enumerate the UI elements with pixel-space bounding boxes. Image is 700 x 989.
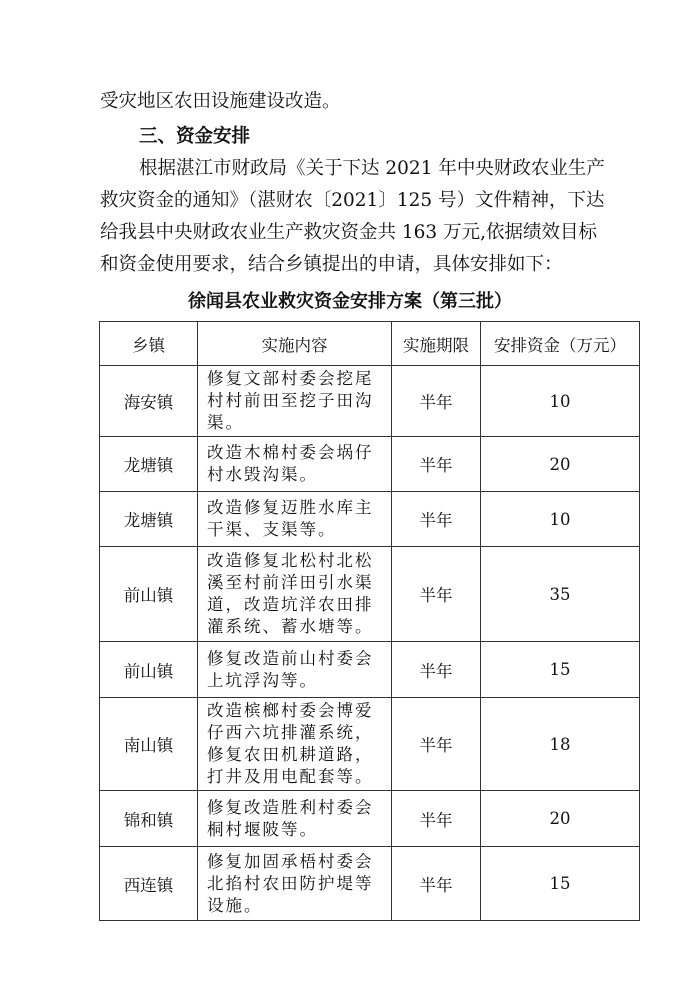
cell-amount: 15 <box>481 642 640 698</box>
header-town: 乡镇 <box>100 322 198 366</box>
cell-period: 半年 <box>392 698 481 791</box>
intro-line-2: 救灾资金的通知》（湛财农〔2021〕125 号）文件精神，下达 <box>100 190 605 211</box>
cell-period: 半年 <box>392 437 481 492</box>
cell-town: 龙塘镇 <box>100 492 198 547</box>
table-row <box>100 791 640 847</box>
header-amount: 安排资金（万元） <box>481 322 640 366</box>
cell-town: 前山镇 <box>100 642 198 698</box>
table-row <box>100 698 640 791</box>
cell-content: 修复改造胜利村委会桐村堰陂等。 <box>198 791 392 847</box>
cell-amount: 20 <box>481 437 640 492</box>
cell-content: 修复加固承梧村委会北掐村农田防护堤等设施。 <box>198 847 392 921</box>
cell-period: 半年 <box>392 547 481 642</box>
cell-content: 修复改造前山村委会上坑浮沟等。 <box>198 642 392 698</box>
table-row <box>100 642 640 698</box>
cell-period: 半年 <box>392 492 481 547</box>
cell-period: 半年 <box>392 791 481 847</box>
cell-amount: 10 <box>481 366 640 437</box>
section-heading: 三、资金安排 <box>139 126 251 147</box>
intro-line-3: 给我县中央财政农业生产救灾资金共 163 万元,依据绩效目标 <box>100 222 597 243</box>
intro-line-4: 和资金使用要求，结合乡镇提出的申请，具体安排如下： <box>100 254 563 275</box>
cell-content: 改造木棉村委会埚仔村水毁沟渠。 <box>198 437 392 492</box>
cell-town: 前山镇 <box>100 547 198 642</box>
cell-period: 半年 <box>392 847 481 921</box>
cell-town: 南山镇 <box>100 698 198 791</box>
cell-amount: 20 <box>481 791 640 847</box>
cell-content: 改造修复北松村北松溪至村前洋田引水渠道，改造坑洋农田排灌系统、蓄水塘等。 <box>198 547 392 642</box>
table-row <box>100 847 640 921</box>
cell-town: 锦和镇 <box>100 791 198 847</box>
cell-period: 半年 <box>392 366 481 437</box>
cell-amount: 15 <box>481 847 640 921</box>
cell-amount: 18 <box>481 698 640 791</box>
header-content: 实施内容 <box>198 322 392 366</box>
header-period: 实施期限 <box>392 322 481 366</box>
table-row <box>100 492 640 547</box>
cell-amount: 35 <box>481 547 640 642</box>
cell-amount: 10 <box>481 492 640 547</box>
table-title: 徐闻县农业救灾资金安排方案（第三批） <box>188 291 512 312</box>
cell-content: 改造槟榔村委会博爱仔西六坑排灌系统，修复农田机耕道路，打井及用电配套等。 <box>198 698 392 791</box>
table-header-row <box>100 322 640 366</box>
funding-table <box>99 321 640 921</box>
cell-content: 修复文部村委会挖尾村村前田至挖子田沟渠。 <box>198 366 392 437</box>
intro-line-top: 受灾地区农田设施建设改造。 <box>100 91 341 112</box>
table-row <box>100 366 640 437</box>
cell-content: 改造修复迈胜水库主干渠、支渠等。 <box>198 492 392 547</box>
cell-town: 海安镇 <box>100 366 198 437</box>
cell-town: 西连镇 <box>100 847 198 921</box>
intro-line-1: 根据湛江市财政局《关于下达 2021 年中央财政农业生产 <box>139 158 605 179</box>
table-row <box>100 437 640 492</box>
cell-period: 半年 <box>392 642 481 698</box>
table-row <box>100 547 640 642</box>
cell-town: 龙塘镇 <box>100 437 198 492</box>
